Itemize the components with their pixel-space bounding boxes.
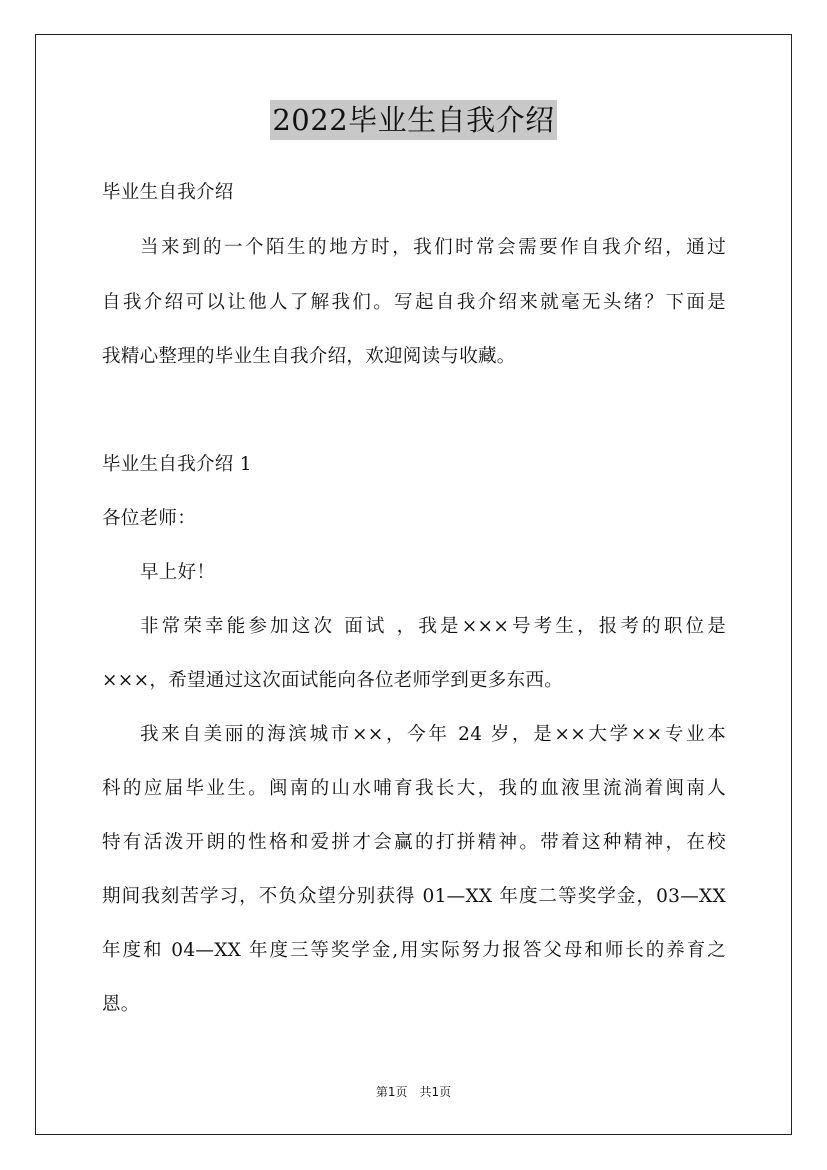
paragraph-2-line-4: 期间我刻苦学习，不负众望分别获得 01—XX 年度二等奖学金，03—XX bbox=[102, 886, 726, 907]
page-footer: 第1页 共1页 bbox=[375, 1085, 452, 1099]
salutation: 各位老师： bbox=[102, 508, 197, 529]
section-title: 毕业生自我介绍 1 bbox=[102, 454, 252, 475]
heading-intro: 毕业生自我介绍 bbox=[102, 182, 234, 203]
paragraph-2-line-6: 恩。 bbox=[102, 994, 140, 1015]
paragraph-1-line-2: ×××，希望通过这次面试能向各位老师学到更多东西。 bbox=[102, 670, 564, 691]
paragraph-2-line-5: 年度和 04—XX 年度三等奖学金,用实际努力报答父母和师长的养育之 bbox=[102, 940, 726, 961]
paragraph-2-line-1: 我来自美丽的海滨城市××，今年 24 岁，是××大学××专业本 bbox=[140, 724, 726, 745]
intro-line-1: 当来到的一个陌生的地方时，我们时常会需要作自我介绍，通过 bbox=[140, 237, 726, 258]
intro-line-2: 自我介绍可以让他人了解我们。写起自我介绍来就毫无头绪？下面是 bbox=[102, 292, 726, 313]
paragraph-2-line-3: 特有活泼开朗的性格和爱拼才会赢的打拼精神。带着这种精神，在校 bbox=[102, 832, 726, 853]
title-container bbox=[0, 100, 827, 140]
greeting: 早上好！ bbox=[140, 562, 216, 583]
document-title: 2022毕业生自我介绍 bbox=[270, 100, 556, 140]
paragraph-2-line-2: 科的应届毕业生。闽南的山水哺育我长大，我的血液里流淌着闽南人 bbox=[102, 778, 726, 799]
intro-line-3: 我精心整理的毕业生自我介绍，欢迎阅读与收藏。 bbox=[102, 346, 516, 367]
paragraph-1-line-1: 非常荣幸能参加这次 面试 ，我是×××号考生，报考的职位是 bbox=[140, 616, 726, 637]
